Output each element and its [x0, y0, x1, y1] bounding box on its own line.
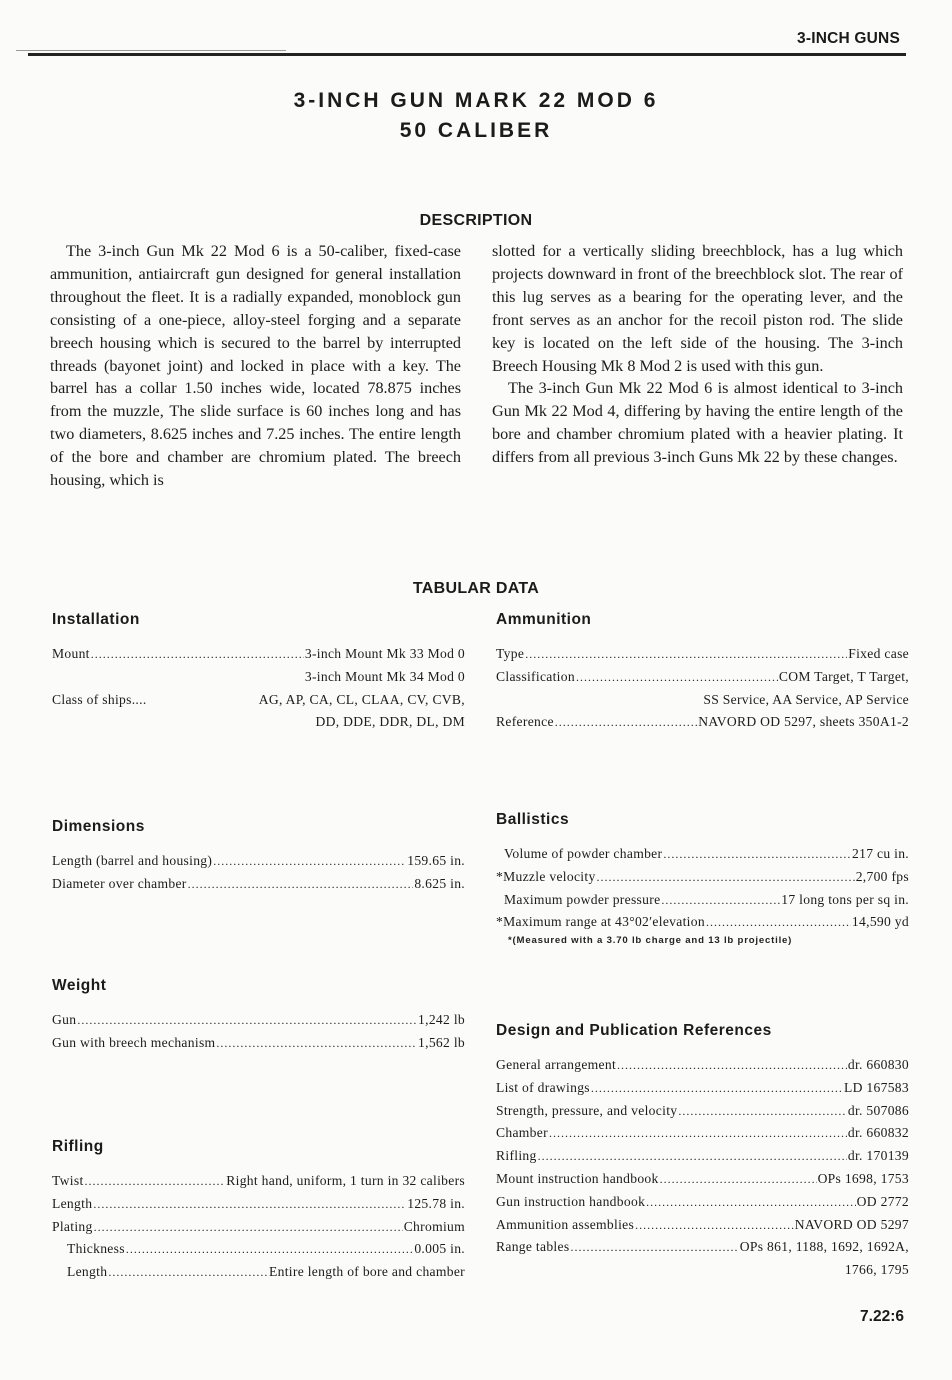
- leader-dots: [216, 1032, 417, 1055]
- data-row: [496, 1214, 909, 1237]
- row-label: Length: [67, 1264, 108, 1280]
- leader-dots: [126, 1238, 414, 1261]
- leader-dots: [538, 1145, 847, 1168]
- tabular-data-heading: TABULAR DATA: [412, 580, 540, 597]
- row-value: 217 cu in.: [852, 846, 909, 861]
- leader-dots: [108, 1261, 268, 1284]
- row-label: List of drawings: [496, 1079, 590, 1095]
- row-value: OD 2772: [856, 1193, 909, 1209]
- row-continuation: 1766, 1795: [844, 1262, 909, 1278]
- references-block: [496, 1022, 909, 1282]
- data-row: [52, 1238, 465, 1261]
- row-label: Chamber: [496, 1125, 548, 1141]
- leader-dots: [213, 850, 406, 873]
- row-label: *Maximum range at 43°02′elevation: [496, 914, 705, 930]
- data-row: [496, 1054, 909, 1077]
- header-rule: [28, 53, 906, 56]
- data-row: [52, 850, 465, 873]
- data-row: [496, 843, 909, 866]
- row-value: LD 167583: [843, 1079, 909, 1095]
- leader-dots: [706, 911, 851, 934]
- row-value: 14,590 yd: [851, 914, 909, 930]
- leader-dots: [576, 666, 778, 689]
- rifling-block: [52, 1138, 465, 1284]
- data-row: [496, 1145, 909, 1168]
- data-row: [496, 911, 909, 934]
- row-value: 1,562 lb: [418, 1034, 465, 1050]
- row-value: AG, AP, CA, CL, CLAA, CV, CVB,: [258, 691, 465, 707]
- data-row: [52, 873, 465, 896]
- leader-dots: [661, 889, 780, 912]
- ammunition-block: [496, 611, 909, 734]
- data-row: [496, 1168, 909, 1191]
- data-row: [496, 1122, 909, 1145]
- dimensions-title: Dimensions: [52, 818, 145, 835]
- leader-dots: [617, 1054, 847, 1077]
- page-title: [0, 86, 952, 146]
- row-value: 3-inch Mount Mk 33 Mod 0: [304, 646, 465, 661]
- title-line-2: 50 CALIBER: [399, 119, 553, 142]
- row-value: dr. 170139: [847, 1148, 909, 1164]
- ammunition-title: Ammunition: [496, 611, 592, 628]
- leader-dots: [555, 711, 697, 734]
- description-paragraph: The 3-inch Gun Mk 22 Mod 6 is almost identical to 3-inch Gun Mk 22 Mod 4, differing by having the entire length of the bore and chamber chromium plated with a heavier plating. It differs from all previous 3-inch Guns Mk 22 by these changes.: [492, 379, 903, 467]
- row-label: Strength, pressure, and velocity: [496, 1102, 678, 1118]
- row-continuation: 3-inch Mount Mk 34 Mod 0: [304, 668, 465, 684]
- row-value: 159.65 in.: [407, 853, 465, 868]
- leader-dots: [660, 1168, 817, 1191]
- row-value: 0.005 in.: [414, 1241, 465, 1257]
- leader-dots: [678, 1100, 846, 1123]
- leader-dots: [635, 1214, 794, 1237]
- dimensions-block: [52, 818, 465, 896]
- leader-dots: [77, 1009, 417, 1032]
- data-row: [52, 1009, 465, 1032]
- leader-dots: [85, 1170, 226, 1193]
- leader-dots: [188, 873, 414, 896]
- weight-title: Weight: [52, 977, 107, 994]
- row-value: Right hand, uniform, 1 turn in 32 calibers: [226, 1173, 465, 1188]
- row-label: Length: [52, 1195, 93, 1211]
- data-row: [496, 643, 909, 666]
- leader-dots: [91, 643, 304, 666]
- row-value: 2,700 fps: [855, 868, 909, 884]
- row-label: Classification: [496, 668, 575, 684]
- references-title: Design and Publication References: [496, 1022, 772, 1039]
- data-row: [496, 1191, 909, 1214]
- description-paragraph: slotted for a vertically sliding breechblock, has a lug which projects downward in front of the breechblock slot. The rear of this lug serves as a bearing for the operating lever, and the front serves as an anchor for the recoil piston rod. The slide key is located on the left side of the housing. The 3-inch Breech Housing Mk 8 Mod 2 is used with this gun.: [492, 242, 903, 375]
- description-heading: DESCRIPTION: [419, 212, 533, 229]
- row-label: Mount instruction handbook: [496, 1170, 659, 1186]
- row-label: Twist: [52, 1173, 84, 1188]
- row-value: 8.625 in.: [414, 875, 465, 891]
- rifling-title: Rifling: [52, 1138, 104, 1155]
- ballistics-footnote: *(Measured with a 3.70 lb charge and 13 lb projectile): [508, 935, 793, 947]
- title-line-1: 3-INCH GUN MARK 22 MOD 6: [293, 89, 659, 112]
- running-head: 3-INCH GUNS: [797, 30, 900, 47]
- row-value: NAVORD OD 5297: [794, 1216, 909, 1232]
- leader-dots: [525, 643, 847, 666]
- row-continuation: DD, DDE, DDR, DL, DM: [315, 714, 465, 730]
- row-value: 17 long tons per sq in.: [781, 891, 909, 907]
- row-label: Plating: [52, 1218, 93, 1234]
- row-value: COM Target, T Target,: [778, 668, 909, 684]
- leader-dots: [663, 843, 851, 866]
- data-row: [52, 689, 465, 712]
- leader-dots: [591, 1077, 843, 1100]
- row-label: Type: [496, 646, 525, 661]
- row-value: dr. 507086: [847, 1102, 909, 1118]
- row-value: 125.78 in.: [407, 1195, 465, 1211]
- row-label: Volume of powder chamber: [504, 846, 663, 861]
- row-value: Fixed case: [848, 646, 909, 661]
- leader-dots: [597, 866, 855, 889]
- description-paragraph: The 3-inch Gun Mk 22 Mod 6 is a 50-caliber, fixed-case ammunition, antiaircraft gun designed for general installation throughout the fleet. It is a radially expanded, monoblock gun consisting of a one-piece, alloy-steel forging and a separate breech housing which is secured to the barrel by interrupted threads (bayonet joint) and locked in place with a key. The barrel has a collar 1.50 inches wide, located 78.875 inches from the muzzle, The slide surface is 60 inches long and has two diameters, 8.625 inches and 7.25 inches. The entire length of the bore and chamber are chromium plated. The breech housing, which is: [50, 242, 461, 490]
- data-row: [496, 711, 909, 734]
- description-right-column: [492, 240, 903, 469]
- data-row: [496, 866, 909, 889]
- row-label: Length (barrel and housing): [52, 853, 213, 868]
- data-row: [52, 1216, 465, 1239]
- row-value: NAVORD OD 5297, sheets 350A1-2: [698, 714, 909, 730]
- weight-block: [52, 977, 465, 1055]
- leader-dots: [549, 1122, 847, 1145]
- ballistics-title: Ballistics: [496, 811, 570, 828]
- leader-dots: [93, 1193, 406, 1216]
- row-label: Range tables: [496, 1239, 570, 1255]
- data-row: [496, 1236, 909, 1259]
- leader-dots: [646, 1191, 856, 1214]
- row-label: Class of ships....: [52, 691, 147, 707]
- data-row: [52, 1170, 465, 1193]
- installation-title: Installation: [52, 611, 140, 628]
- row-value: OPs 861, 1188, 1692, 1692A,: [739, 1239, 909, 1255]
- row-label: General arrangement: [496, 1057, 617, 1072]
- data-row: [496, 1100, 909, 1123]
- leader-dots: [94, 1216, 403, 1239]
- row-value: dr. 660830: [847, 1057, 909, 1072]
- row-label: Rifling: [496, 1148, 537, 1164]
- data-row: [496, 666, 909, 689]
- data-row: [52, 1032, 465, 1055]
- row-label: Thickness: [67, 1241, 125, 1257]
- row-value: OPs 1698, 1753: [817, 1170, 909, 1186]
- data-row: [496, 889, 909, 912]
- page-number: 7.22:6: [860, 1308, 904, 1325]
- row-value: 1,242 lb: [418, 1012, 465, 1027]
- row-label: Gun instruction handbook: [496, 1193, 646, 1209]
- row-label: Reference: [496, 714, 554, 730]
- row-label: Diameter over chamber: [52, 875, 187, 891]
- row-value: Entire length of bore and chamber: [269, 1264, 465, 1280]
- data-row: [52, 1193, 465, 1216]
- row-label: Gun with breech mechanism: [52, 1034, 216, 1050]
- row-value: Chromium: [403, 1218, 465, 1234]
- row-label: Gun: [52, 1012, 77, 1027]
- data-row: [52, 643, 465, 666]
- data-row: [52, 1261, 465, 1284]
- data-row: [496, 1077, 909, 1100]
- description-left-column: [50, 240, 461, 492]
- row-continuation: SS Service, AA Service, AP Service: [703, 691, 909, 707]
- row-label: Ammunition assemblies: [496, 1216, 635, 1232]
- leader-dots: [570, 1236, 738, 1259]
- ballistics-block: [496, 811, 909, 947]
- row-label: *Muzzle velocity: [496, 868, 596, 884]
- row-label: Maximum powder pressure: [504, 891, 661, 907]
- row-label: Mount: [52, 646, 90, 661]
- installation-block: [52, 611, 465, 734]
- row-value: dr. 660832: [847, 1125, 909, 1141]
